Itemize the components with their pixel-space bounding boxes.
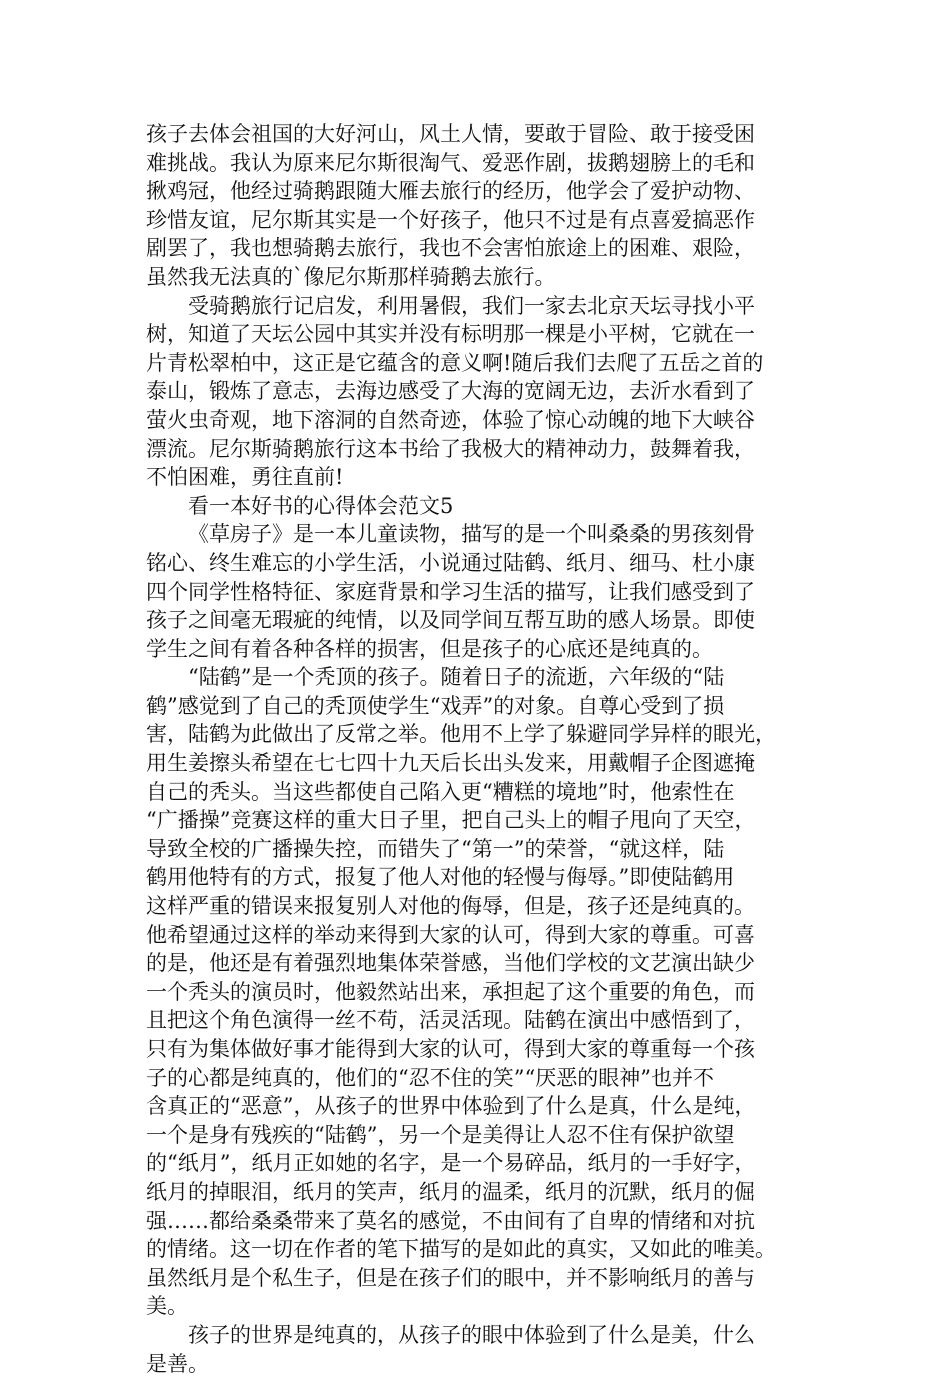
paragraph: [146, 520, 826, 663]
text-line: 学生之间有着各种各样的损害，但是孩子的心底还是纯真的。: [146, 636, 713, 661]
text-line: “广播操”竞赛这样的重大日子里，把自己头上的帽子甩向了天空，: [146, 808, 756, 833]
text-line: 漂流。尼尔斯骑鹅旅行这本书给了我极大的精神动力，鼓舞着我，: [146, 436, 755, 461]
text-line: 片青松翠柏中，这正是它蕴含的意义啊!随后我们去爬了五岳之首的: [146, 350, 764, 375]
text-line: 《草房子》是一本儿童读物，描写的是一个叫桑桑的男孩刻骨: [188, 522, 755, 547]
text-line: 导致全校的广播操失控，而错失了“第一”的荣誉，“就这样，陆: [146, 836, 725, 861]
text-line: 子的心都是纯真的，他们的“忍不住的笑”“厌恶的眼神”也并不: [146, 1065, 714, 1090]
text-line: 剧罢了，我也想骑鹅去旅行，我也不会害怕旅途上的困难、艰险，: [146, 236, 755, 261]
text-line: 的情绪。这一切在作者的笔下描写的是如此的真实，又如此的唯美。: [146, 1237, 776, 1262]
section-heading: [146, 492, 826, 521]
paragraph: [146, 292, 826, 492]
text-line: 孩子的世界是纯真的，从孩子的眼中体验到了什么是美，什么: [188, 1322, 755, 1347]
text-line: 孩子去体会祖国的大好河山，风土人情，要敢于冒险、敢于接受困: [146, 122, 755, 146]
text-line: 虽然我无法真的`像尼尔斯那样骑鹅去旅行。: [146, 264, 556, 289]
text-line: 四个同学性格特征、家庭背景和学习生活的描写，让我们感受到了: [146, 579, 755, 604]
text-line: 且把这个角色演得一丝不苟，活灵活现。陆鹤在演出中感悟到了，: [146, 1008, 755, 1033]
text-line: 树，知道了天坛公园中其实并没有标明那一棵是小平树，它就在一: [146, 322, 755, 347]
text-line: 害，陆鹤为此做出了反常之举。他用不上学了躲避同学异样的眼光，: [146, 722, 776, 747]
text-line: 是善。: [146, 1351, 209, 1376]
text-line: 受骑鹅旅行记启发，利用暑假，我们一家去北京天坛寻找小平: [188, 293, 755, 318]
text-line: 含真正的“恶意”，从孩子的世界中体验到了什么是真，什么是纯，: [146, 1094, 756, 1119]
text-line: 孩子之间毫无瑕疵的纯情，以及同学间互帮互助的感人场景。即使: [146, 608, 755, 633]
document-body: [146, 120, 826, 1378]
paragraph: [146, 663, 826, 1321]
text-line: 鹤用他特有的方式，报复了他人对他的轻慢与侮辱。”即使陆鹤用: [146, 865, 735, 890]
text-line: 鹤”感觉到了自己的秃顶使学生“戏弄”的对象。自尊心受到了损: [146, 693, 725, 718]
text-line: 虽然纸月是个私生子，但是在孩子们的眼中，并不影响纸月的善与: [146, 1265, 755, 1290]
text-line: 美。: [146, 1294, 188, 1319]
text-line: 自己的秃头。当这些都使自己陷入更“糟糕的境地”时，他索性在: [146, 779, 735, 804]
text-line: 的是，他还是有着强烈地集体荣誉感，当他们学校的文艺演出缺少: [146, 951, 755, 976]
text-line: 一个是身有残疾的“陆鹤”，另一个是美得让人忍不住有保护欲望: [146, 1122, 735, 1147]
text-line: 揪鸡冠，他经过骑鹅跟随大雁去旅行的经历，他学会了爱护动物、: [146, 179, 755, 204]
text-line: 铭心、终生难忘的小学生活，小说通过陆鹤、纸月、细马、杜小康: [146, 550, 755, 575]
text-line: 只有为集体做好事才能得到大家的认可，得到大家的尊重每一个孩: [146, 1037, 755, 1061]
text-line: 用生姜擦头希望在七七四十九天后长出头发来，用戴帽子企图遮掩: [146, 751, 755, 776]
paragraph: [146, 120, 826, 292]
text-line: 看一本好书的心得体会范文5: [188, 493, 454, 518]
text-line: “陆鹤”是一个秃顶的孩子。随着日子的流逝，六年级的“陆: [188, 665, 725, 690]
text-line: 一个秃头的演员时，他毅然站出来，承担起了这个重要的角色，而: [146, 979, 755, 1004]
text-line: 泰山，锻炼了意志，去海边感受了大海的宽阔无边，去沂水看到了: [146, 379, 755, 404]
text-line: 的“纸月”，纸月正如她的名字，是一个易碎品，纸月的一手好字，: [146, 1151, 756, 1176]
text-line: 强……都给桑桑带来了莫名的感觉，不由间有了自卑的情绪和对抗: [146, 1208, 755, 1233]
paragraph: [146, 1321, 826, 1378]
text-line: 难挑战。我认为原来尼尔斯很淘气、爱恶作剧，拔鹅翅膀上的毛和: [146, 150, 755, 175]
text-line: 萤火虫奇观，地下溶洞的自然奇迹，体验了惊心动魄的地下大峡谷: [146, 407, 755, 432]
text-line: 他希望通过这样的举动来得到大家的认可，得到大家的尊重。可喜: [146, 922, 755, 947]
text-line: 珍惜友谊，尼尔斯其实是一个好孩子，他只不过是有点喜爱搞恶作: [146, 207, 755, 232]
text-line: 不怕困难，勇往直前!: [146, 465, 344, 490]
text-line: 这样严重的错误来报复别人对他的侮辱，但是，孩子还是纯真的。: [146, 894, 755, 919]
text-line: 纸月的掉眼泪，纸月的笑声，纸月的温柔，纸月的沉默，纸月的倔: [146, 1179, 755, 1204]
